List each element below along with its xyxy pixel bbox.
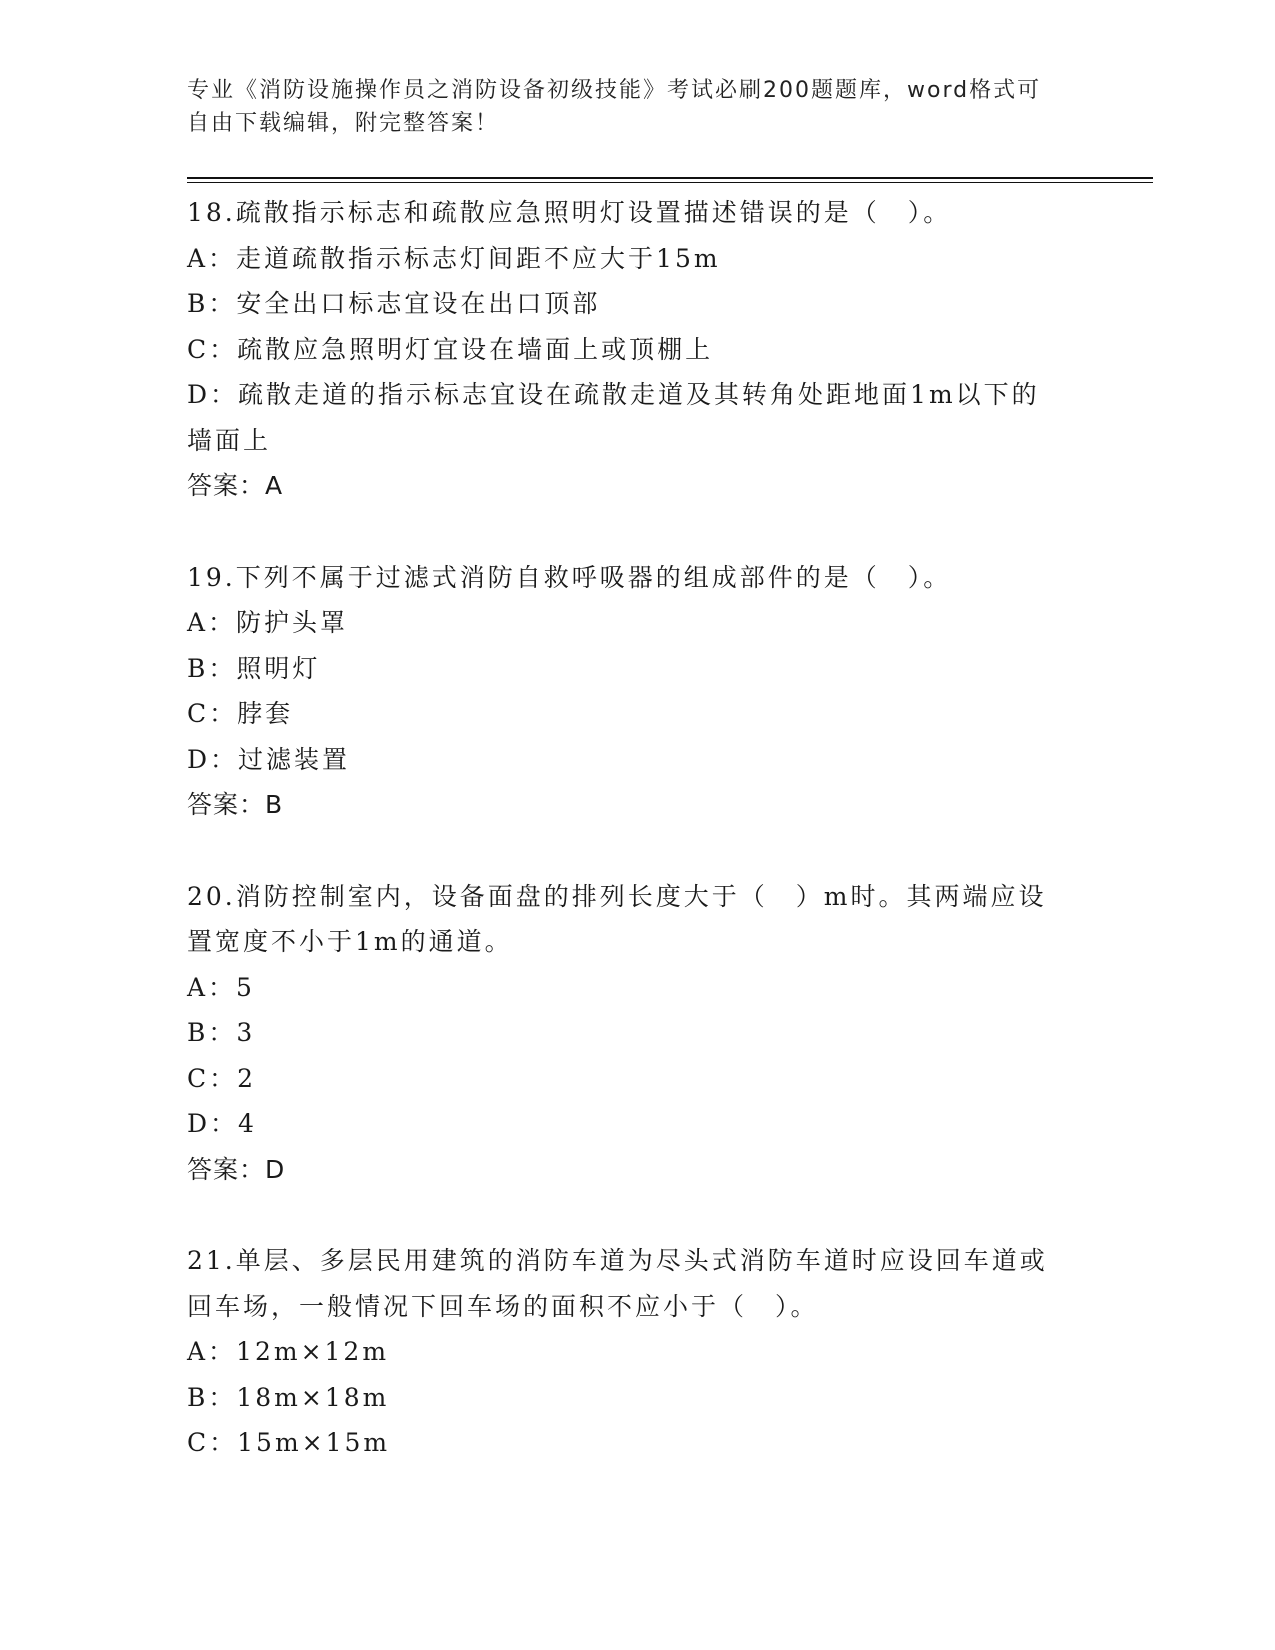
option-d: D：4 bbox=[187, 1109, 257, 1138]
spacer bbox=[187, 509, 1087, 555]
option-b: B：18m×18m bbox=[187, 1382, 390, 1412]
question-19 bbox=[187, 555, 1087, 828]
question-stem: 18.疏散指示标志和疏散应急照明灯设置描述错误的是（ ）。 bbox=[187, 198, 952, 227]
option-b: B：3 bbox=[187, 1018, 256, 1047]
question-stem-continued: 回车场，一般情况下回车场的面积不应小于（ ）。 bbox=[187, 1291, 819, 1321]
question-20 bbox=[187, 874, 1087, 1193]
option-c: C：脖套 bbox=[187, 699, 294, 728]
question-list bbox=[187, 190, 1087, 1466]
spacer bbox=[187, 1192, 1087, 1238]
question-21 bbox=[187, 1238, 1087, 1466]
option-d: D：疏散走道的指示标志宜设在疏散走道及其转角处距地面1m以下的 bbox=[187, 380, 1040, 409]
header-rule-thick bbox=[187, 177, 1153, 179]
answer: 答案：B bbox=[187, 790, 284, 819]
question-stem: 21.单层、多层民用建筑的消防车道为尽头式消防车道时应设回车道或 bbox=[187, 1246, 1048, 1275]
option-c: C：15m×15m bbox=[187, 1428, 391, 1457]
document-header bbox=[187, 74, 1067, 140]
answer: 答案：D bbox=[187, 1154, 286, 1184]
option-a: A：5 bbox=[187, 972, 255, 1002]
option-b: B：安全出口标志宜设在出口顶部 bbox=[187, 289, 601, 318]
header-line-1: 专业《消防设施操作员之消防设备初级技能》考试必刷200题题库，word格式可 bbox=[187, 78, 1042, 103]
option-d: D：过滤装置 bbox=[187, 744, 351, 774]
option-a: A：12m×12m bbox=[187, 1337, 390, 1366]
question-stem-continued: 置宽度不小于1m的通道。 bbox=[187, 927, 513, 956]
option-c: C：2 bbox=[187, 1063, 257, 1093]
option-d-continued: 墙面上 bbox=[187, 425, 272, 455]
question-18 bbox=[187, 190, 1087, 509]
header-line-2: 自由下载编辑，附完整答案！ bbox=[187, 111, 500, 136]
question-stem: 20.消防控制室内，设备面盘的排列长度大于（ ）m时。其两端应设 bbox=[187, 881, 1047, 911]
option-a: A：走道疏散指示标志灯间距不应大于15m bbox=[187, 243, 721, 273]
answer: 答案：A bbox=[187, 471, 284, 500]
question-stem: 19.下列不属于过滤式消防自救呼吸器的组成部件的是（ ）。 bbox=[187, 562, 952, 592]
header-rule-thin bbox=[187, 182, 1153, 183]
option-b: B：照明灯 bbox=[187, 653, 321, 683]
option-a: A：防护头罩 bbox=[187, 608, 349, 637]
option-c: C：疏散应急照明灯宜设在墙面上或顶棚上 bbox=[187, 334, 714, 364]
spacer bbox=[187, 828, 1087, 874]
